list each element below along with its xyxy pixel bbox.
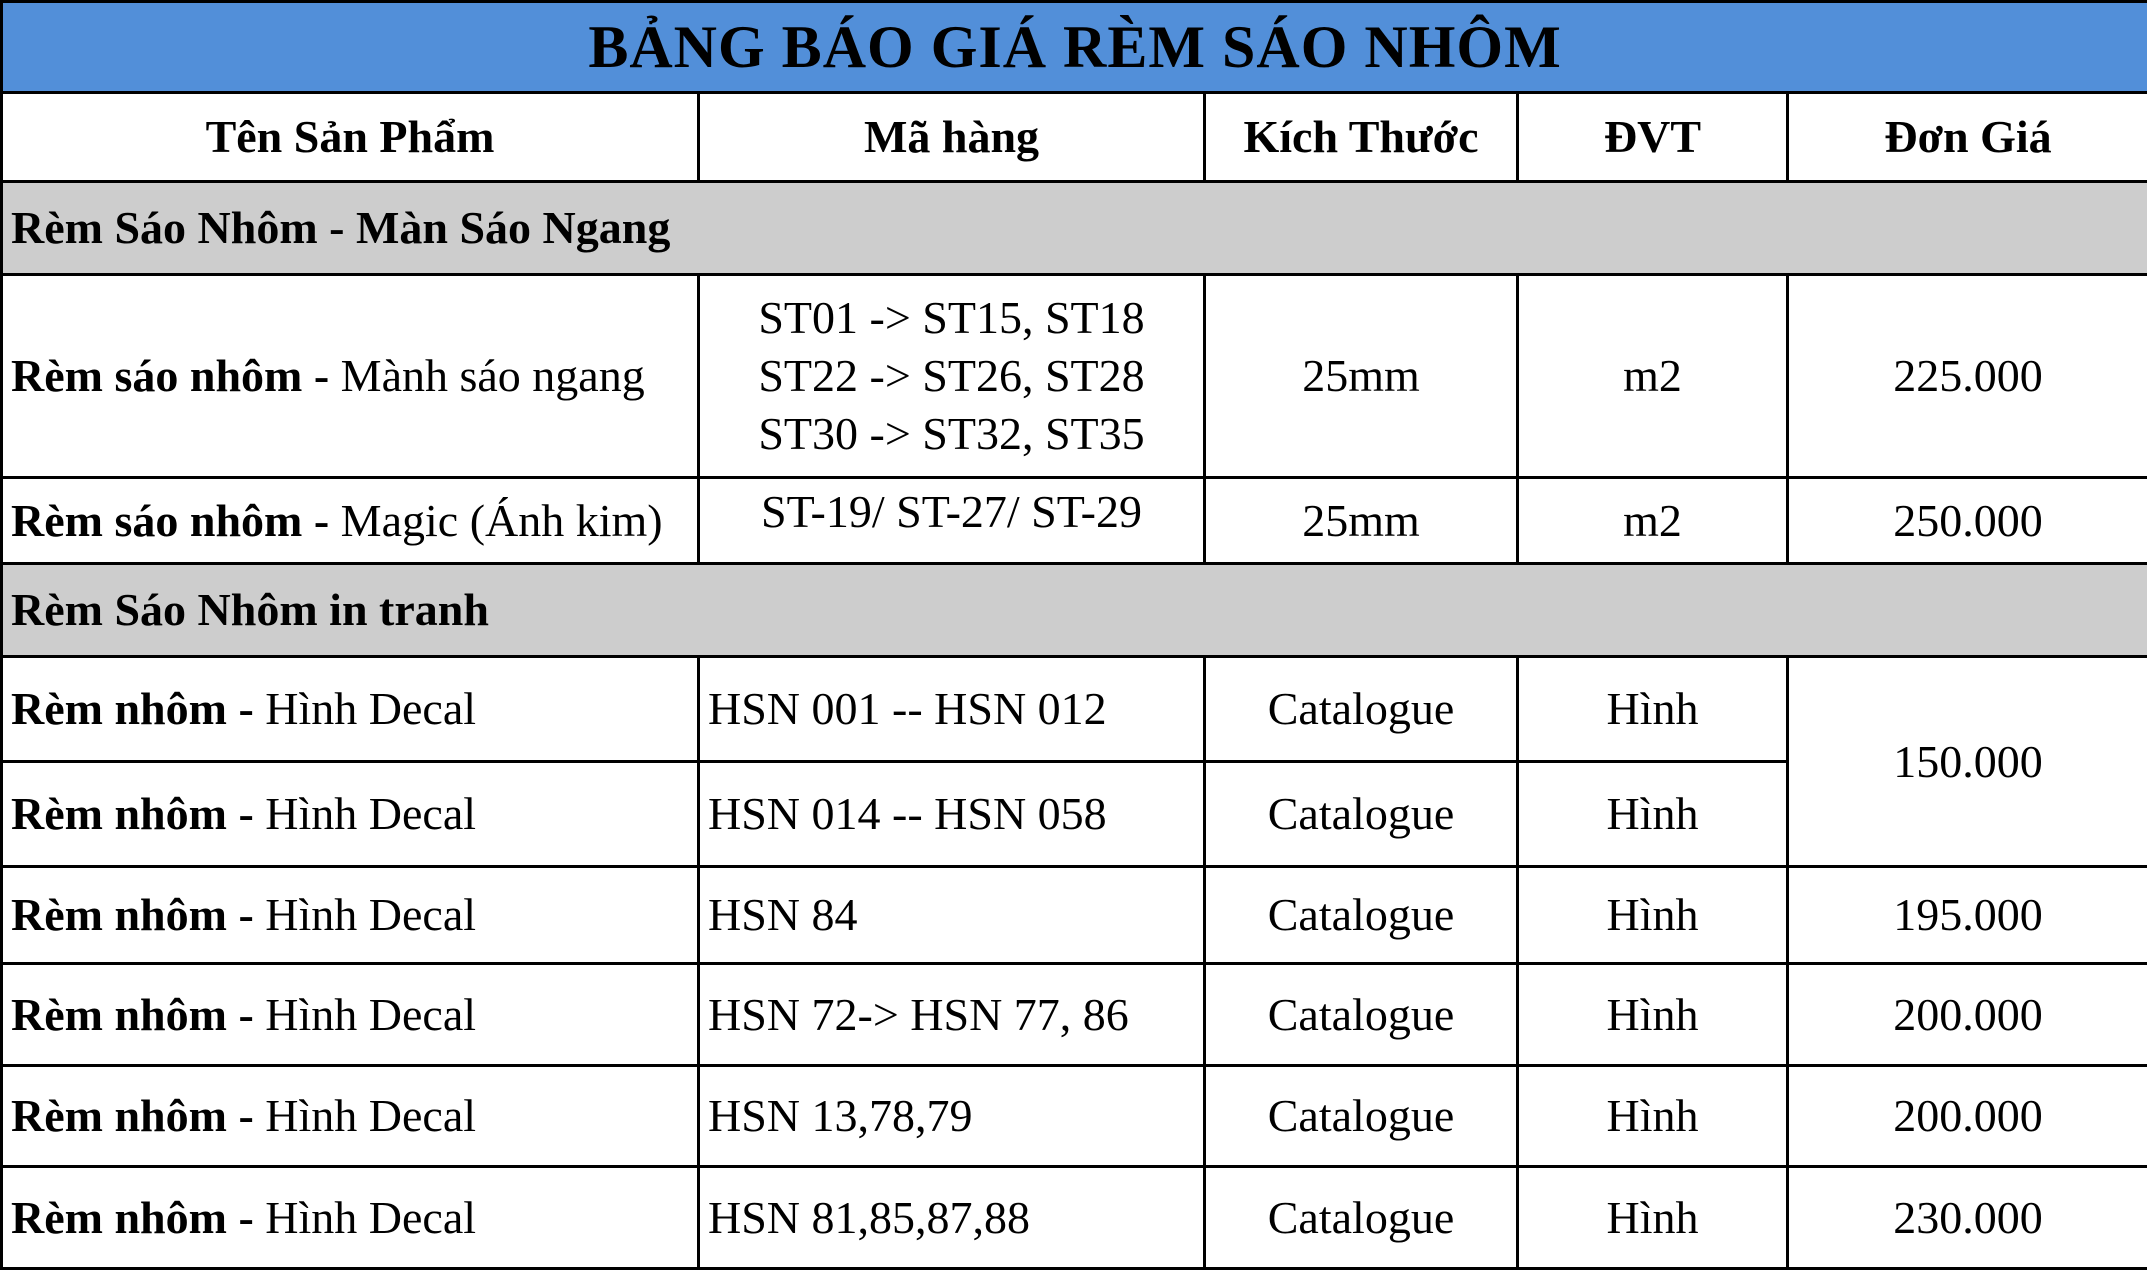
size-cell: 25mm: [1205, 478, 1518, 564]
product-name-rest: Hình Decal: [254, 683, 476, 734]
product-name-rest: Magic (Ánh kim): [329, 495, 662, 546]
product-name-bold: Rèm nhôm -: [11, 1192, 254, 1243]
section-row-horizontal-blinds: [2, 182, 2147, 275]
price-cell: 250.000: [1788, 478, 2147, 564]
product-name-cell: [2, 1167, 699, 1269]
header-price: Đơn Giá: [1788, 93, 2147, 182]
code-cell: HSN 13,78,79: [699, 1066, 1205, 1167]
product-name-rest: Mành sáo ngang: [329, 350, 645, 401]
header-unit: ĐVT: [1518, 93, 1788, 182]
product-name-cell: [2, 657, 699, 762]
product-name-rest: Hình Decal: [254, 889, 476, 940]
header-code: Mã hàng: [699, 93, 1205, 182]
code-cell: HSN 001 -- HSN 012: [699, 657, 1205, 762]
unit-cell: Hình: [1518, 1066, 1788, 1167]
product-name-bold: Rèm nhôm -: [11, 889, 254, 940]
size-cell: Catalogue: [1205, 1167, 1518, 1269]
size-cell: Catalogue: [1205, 1066, 1518, 1167]
code-line: ST22 -> ST26, ST28: [708, 347, 1195, 405]
price-cell: 195.000: [1788, 867, 2147, 964]
header-row: [2, 93, 2147, 182]
product-name-bold: Rèm nhôm -: [11, 788, 254, 839]
product-name-rest: Hình Decal: [254, 1090, 476, 1141]
size-cell: Catalogue: [1205, 657, 1518, 762]
code-cell: [699, 275, 1205, 478]
section-row-printed-blinds: [2, 564, 2147, 657]
code-cell: ST-19/ ST-27/ ST-29: [699, 478, 1205, 564]
code-cell: HSN 81,85,87,88: [699, 1167, 1205, 1269]
header-product-name: Tên Sản Phẩm: [2, 93, 699, 182]
product-name-bold: Rèm nhôm -: [11, 989, 254, 1040]
product-name-rest: Hình Decal: [254, 788, 476, 839]
product-name-cell: [2, 762, 699, 867]
product-name-cell: [2, 867, 699, 964]
unit-cell: Hình: [1518, 964, 1788, 1066]
size-cell: 25mm: [1205, 275, 1518, 478]
table-row: [2, 657, 2147, 762]
table-title: BẢNG BÁO GIÁ RÈM SÁO NHÔM: [2, 2, 2147, 93]
product-name-bold: Rèm sáo nhôm -: [11, 350, 329, 401]
unit-cell: m2: [1518, 478, 1788, 564]
size-cell: Catalogue: [1205, 762, 1518, 867]
code-cell: HSN 014 -- HSN 058: [699, 762, 1205, 867]
size-cell: Catalogue: [1205, 964, 1518, 1066]
product-name-cell: [2, 1066, 699, 1167]
product-name-bold: Rèm nhôm -: [11, 1090, 254, 1141]
unit-cell: Hình: [1518, 762, 1788, 867]
code-line: ST30 -> ST32, ST35: [708, 405, 1195, 463]
table-row: [2, 964, 2147, 1066]
section-title: Rèm Sáo Nhôm - Màn Sáo Ngang: [2, 182, 2147, 275]
table-row: [2, 275, 2147, 478]
product-name-cell: [2, 275, 699, 478]
code-cell: HSN 84: [699, 867, 1205, 964]
unit-cell: Hình: [1518, 867, 1788, 964]
price-cell: 225.000: [1788, 275, 2147, 478]
table-row: [2, 478, 2147, 564]
product-name-cell: [2, 964, 699, 1066]
product-name-bold: Rèm nhôm -: [11, 683, 254, 734]
header-size: Kích Thước: [1205, 93, 1518, 182]
price-cell: 200.000: [1788, 1066, 2147, 1167]
unit-cell: Hình: [1518, 657, 1788, 762]
table-row: [2, 1066, 2147, 1167]
table-row: [2, 1167, 2147, 1269]
code-cell: HSN 72-> HSN 77, 86: [699, 964, 1205, 1066]
unit-cell: Hình: [1518, 1167, 1788, 1269]
size-cell: Catalogue: [1205, 867, 1518, 964]
price-cell: 200.000: [1788, 964, 2147, 1066]
section-title: Rèm Sáo Nhôm in tranh: [2, 564, 2147, 657]
product-name-bold: Rèm sáo nhôm -: [11, 495, 329, 546]
product-name-cell: [2, 478, 699, 564]
price-cell: 230.000: [1788, 1167, 2147, 1269]
product-name-rest: Hình Decal: [254, 989, 476, 1040]
code-line: ST01 -> ST15, ST18: [708, 289, 1195, 347]
product-name-rest: Hình Decal: [254, 1192, 476, 1243]
title-row: [2, 2, 2147, 93]
shared-price-cell: 150.000: [1788, 657, 2147, 867]
table-row: [2, 867, 2147, 964]
unit-cell: m2: [1518, 275, 1788, 478]
